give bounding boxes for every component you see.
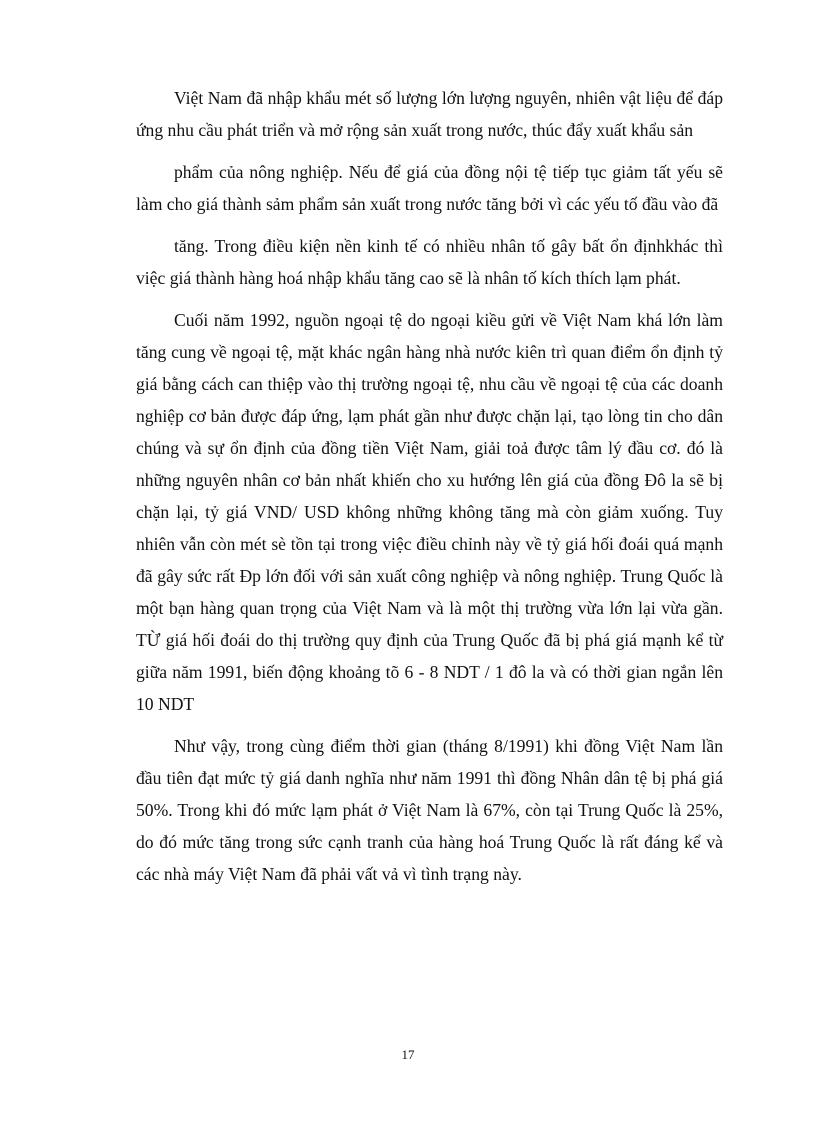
paragraph-3: tăng. Trong điều kiện nền kinh tế có nhiều nhân tố gây bất ổn địnhkhác thì việc giá thành hàng hoá nhập khẩu tăng cao sẽ là nhân tố kích thích lạm phát. (136, 236, 723, 288)
paragraph-2: phẩm của nông nghiệp. Nếu để giá của đồng nội tệ tiếp tục giảm tất yếu sẽ làm cho giá thành sảm phẩm sản xuất trong nước tăng bởi vì các yếu tố đầu vào đã (136, 162, 723, 214)
paragraph-4: Cuối năm 1992, nguồn ngoại tệ do ngoại kiều gửi về Việt Nam khá lớn làm tăng cung về ngoại tệ, mặt khác ngân hàng nhà nước kiên trì quan điểm ổn định tỷ giá bằng cách can thiệp vào thị trường ngoại tệ, nhu cầu về ngoại tệ của các doanh nghiệp cơ bản được đáp ứng, lạm phát gần như được chặn lại, tạo lòng tin cho dân chúng và sự ổn định của đồng tiền Việt Nam, giải toả được tâm lý đầu cơ. đó là những nguyên nhân cơ bản nhất khiến cho xu hướng lên giá của đồng Đô la sẽ bị chặn lại, tỷ giá VND/ USD không những không tăng mà còn giảm xuống. Tuy nhiên vẫn còn mét sè tồn tại trong việc điều chỉnh này về tỷ giá hối đoái quá mạnh đã gây sức rất Ðp lớn đối với sản xuất công nghiệp và nông nghiệp. Trung Quốc là một bạn hàng quan trọng của Việt Nam và là một thị trường vừa lớn lại vừa gần. TỪ giá hối đoái do thị trường quy định của Trung Quốc đã bị phá giá mạnh kể từ giữa năm 1991, biến động khoảng tõ 6 - 8 NDT / 1 đô la và có thời gian ngắn lên 10 NDT (136, 310, 723, 714)
page-number: 17 (401, 1047, 415, 1062)
body-text (136, 82, 723, 890)
paragraph-1: Việt Nam đã nhập khẩu mét số lượng lớn lượng nguyên, nhiên vật liệu để đáp ứng nhu cầu phát triển và mở rộng sản xuất trong nước, thúc đẩy xuất khẩu sản (136, 88, 723, 140)
paragraph-5: Như vậy, trong cùng điểm thời gian (tháng 8/1991) khi đồng Việt Nam lần đầu tiên đạt mức tỷ giá danh nghĩa như năm 1991 thì đồng Nhân dân tệ bị phá giá 50%. Trong khi đó mức lạm phát ở Việt Nam là 67%, còn tại Trung Quốc là 25%, do đó mức tăng trong sức cạnh tranh của hàng hoá Trung Quốc là rất đáng kể và các nhà máy Việt Nam đã phải vất vả vì tình trạng này. (136, 736, 723, 884)
